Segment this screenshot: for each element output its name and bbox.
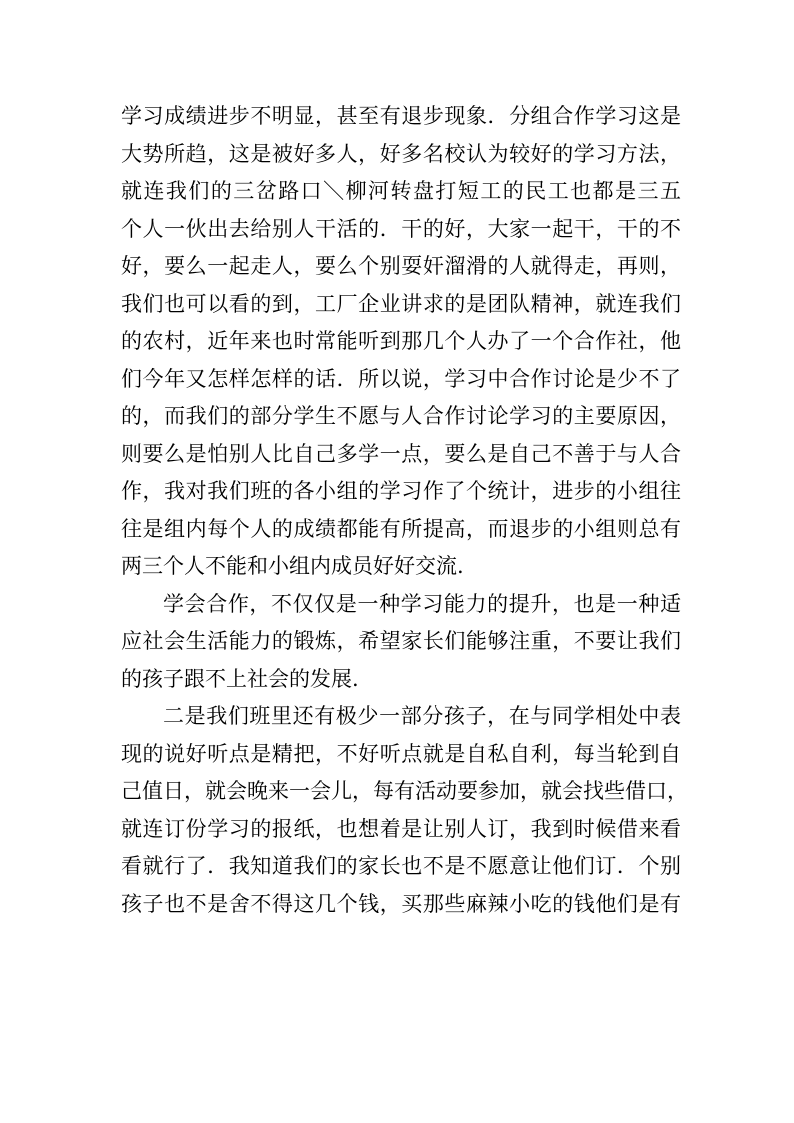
text-line: 看就行了．我知道我们的家长也不是不愿意让他们订．个别 <box>121 854 681 878</box>
text-line: 学会合作，不仅仅是一种学习能力的提升，也是一种适 <box>163 591 681 616</box>
text-line: 己值日，就会晚来一会儿，每有活动要参加，就会找些借口， <box>121 779 688 803</box>
text-line: 应社会生活能力的锻炼，希望家长们能够注重，不要让我们 <box>121 629 681 653</box>
text-line: 们今年又怎样怎样的话．所以说，学习中合作讨论是少不了 <box>121 366 681 391</box>
text-line: 作，我对我们班的各小组的学习作了个统计，进步的小组往 <box>121 479 681 503</box>
text-line: 往是组内每个人的成绩都能有所提高，而退步的小组则总有 <box>121 516 681 541</box>
text-line: 就连订份学习的报纸，也想着是让别人订，我到时候借来看 <box>121 816 681 841</box>
body-text <box>121 98 688 923</box>
text-line: 的农村，近年来也时常能听到那几个人办了一个合作社，他 <box>121 329 681 353</box>
text-line: 好，要么一起走人，要么个别耍奸溜滑的人就得走，再则， <box>121 254 681 278</box>
text-line: 两三个人不能和小组内成员好好交流. <box>121 554 464 578</box>
text-line: 就连我们的三岔路口＼柳河转盘打短工的民工也都是三五 <box>121 179 681 203</box>
text-line: 我们也可以看的到，工厂企业讲求的是团队精神，就连我们 <box>121 291 681 316</box>
text-line: 学习成绩进步不明显，甚至有退步现象．分组合作学习这是 <box>121 104 681 128</box>
text-line: 个人一伙出去给别人干活的．干的好，大家一起干，干的不 <box>121 216 681 241</box>
text-line: 则要么是怕别人比自己多学一点，要么是自己不善于与人合 <box>121 441 681 466</box>
text-line: 大势所趋，这是被好多人，好多名校认为较好的学习方法， <box>121 141 681 166</box>
text-line: 现的说好听点是精把，不好听点就是自私自利，每当轮到自 <box>121 741 681 766</box>
text-line: 的孩子跟不上社会的发展. <box>121 666 359 691</box>
text-line: 孩子也不是舍不得这几个钱，买那些麻辣小吃的钱他们是有 <box>121 891 681 916</box>
text-line: 二是我们班里还有极少一部分孩子，在与同学相处中表 <box>163 704 681 728</box>
text-line: 的，而我们的部分学生不愿与人合作讨论学习的主要原因， <box>121 404 681 428</box>
